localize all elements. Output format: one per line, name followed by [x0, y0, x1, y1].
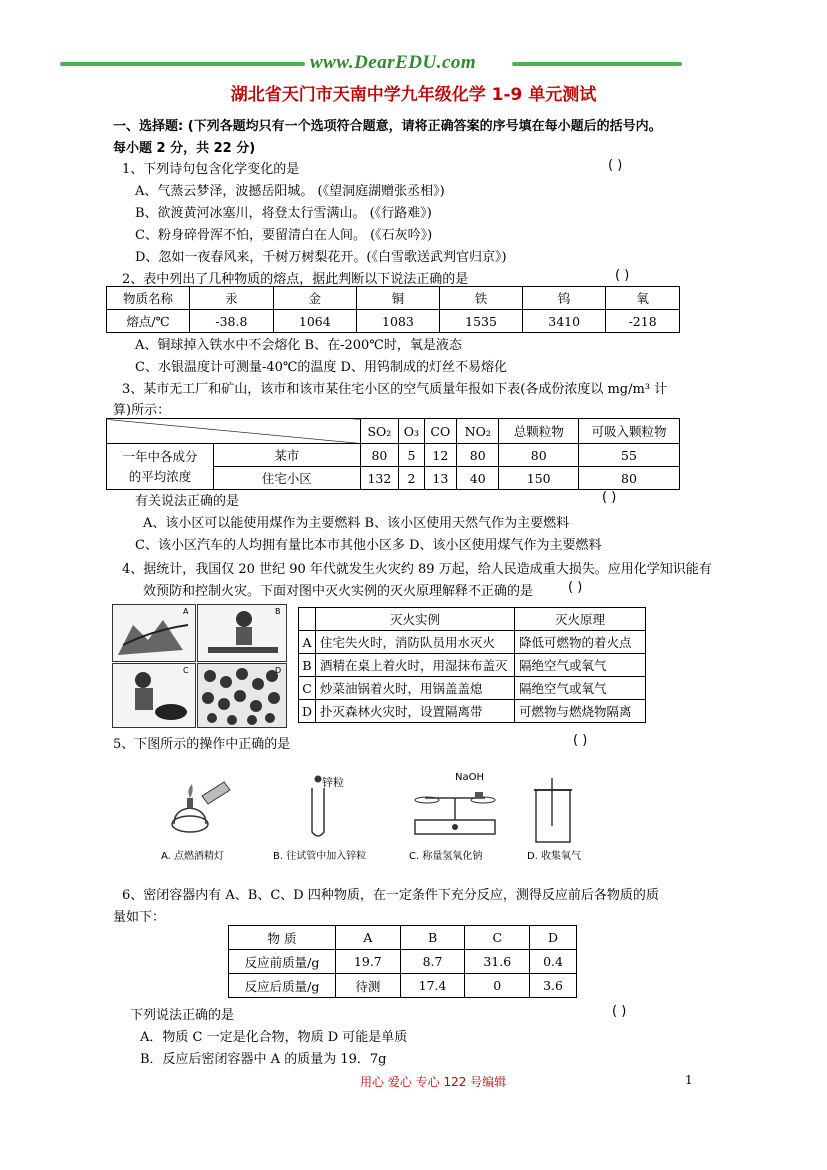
q5-zinc-label: 锌粒	[322, 776, 344, 789]
table-cell: 反应前质量/g	[229, 950, 336, 974]
forest-fire-icon	[198, 664, 286, 727]
balance-scale-illustration	[405, 784, 505, 844]
table-row	[107, 287, 680, 310]
q1-option-c: C、粉身碎骨浑不怕，要留清白在人间。 (《石灰吟》)	[135, 228, 433, 243]
table-cell: 132	[360, 467, 399, 490]
banner-line-left	[60, 62, 305, 66]
table-cell: 物质名称	[107, 287, 190, 310]
q4-stem-line2: 效预防和控制火灾。下面对图中灭火实例的灭火原理解释不正确的是	[143, 584, 534, 599]
banner-line-right	[512, 62, 682, 66]
row-group-label-line2: 的平均浓度	[128, 468, 192, 484]
table-cell: 金	[273, 287, 356, 310]
table-cell: 40	[457, 467, 499, 490]
table-cell: 17.4	[400, 974, 465, 998]
table-header: 物 质	[229, 926, 336, 950]
q6-option-a: A．物质 C 一定是化合物，物质 D 可能是单质	[140, 1030, 408, 1045]
picture-label: D	[275, 666, 282, 675]
table-cell: 氧	[606, 287, 680, 310]
q1-answer-paren[interactable]: ( )	[608, 158, 623, 173]
table-cell: 炒菜油锅着火时，用锅盖盖熄	[316, 677, 515, 700]
table-header: O₃	[399, 419, 424, 444]
table-row	[107, 310, 680, 333]
q1-option-d: D、忽如一夜春风来，千树万树梨花开。(《白雪歌送武判官归京》)	[135, 250, 507, 265]
q2-options-cd: C、水银温度计可测量-40℃的温度 D、用钨制成的灯丝不易熔化	[135, 360, 507, 375]
q2-options-ab: A、铜球掉入铁水中不会熔化 B、在-200℃时，氧是液态	[135, 338, 462, 353]
table-cell: 住宅失火时，消防队员用水灭火	[316, 631, 515, 654]
q3-options-ab: A、该小区可以能使用煤作为主要燃料 B、该小区使用天然气作为主要燃料	[143, 516, 570, 531]
q3-answer-paren[interactable]: ( )	[602, 490, 617, 505]
table-header: NO₂	[457, 419, 499, 444]
q4-picture-b	[197, 604, 287, 662]
table-row	[107, 419, 680, 444]
table-cell: 2	[399, 467, 424, 490]
table-header: C	[465, 926, 530, 950]
table-row	[299, 654, 646, 677]
table-cell: 80	[499, 444, 579, 467]
table-cell: 扑灭森林火灾时，设置隔离带	[316, 700, 515, 723]
table-row	[107, 444, 680, 467]
q4-picture-c	[112, 663, 196, 728]
q4-stem-line1: 4、据统计，我国仅 20 世纪 90 年代就发生火灾约 89 万起，给人民造成重大损失。应用化学知识能有	[122, 562, 712, 577]
table-cell: 0.4	[530, 950, 577, 974]
table-cell: 55	[579, 444, 680, 467]
table-row	[299, 631, 646, 654]
banner-text: www.DearEDU.com	[310, 52, 477, 73]
q1-stem: 1、下列诗句包含化学变化的是	[122, 162, 300, 177]
table-cell: 12	[424, 444, 456, 467]
table-cell: 80	[360, 444, 399, 467]
table-cell: 150	[499, 467, 579, 490]
table-cell: C	[299, 677, 316, 700]
table-cell: 80	[457, 444, 499, 467]
picture-label: A	[183, 607, 189, 616]
person-at-table-icon	[198, 605, 286, 661]
table-cell: -218	[606, 310, 680, 333]
table-cell: 酒精在桌上着火时，用湿抹布盖灭	[316, 654, 515, 677]
table-cell: 3410	[523, 310, 606, 333]
page-title: 湖北省天门市天南中学九年级化学 1-9 单元测试	[230, 85, 597, 105]
picture-label: B	[275, 607, 281, 616]
q6-sub-stem: 下列说法正确的是	[130, 1008, 235, 1023]
footer-text: 用心 爱心 专心 122 号编辑	[360, 1075, 507, 1089]
table-cell: 铁	[440, 287, 523, 310]
table-cell: 钨	[523, 287, 606, 310]
q2-melting-point-table	[106, 286, 680, 333]
table-cell: A	[299, 631, 316, 654]
table-cell: B	[299, 654, 316, 677]
table-row	[229, 974, 577, 998]
row-group-label	[107, 444, 214, 490]
table-cell: 8.7	[400, 950, 465, 974]
table-header: 可吸入颗粒物	[579, 419, 680, 444]
q3-stem-line1: 3、某市无工厂和矿山，该市和该市某住宅小区的空气质量年报如下表(各成份浓度以 mg/m³ 计	[122, 382, 668, 397]
table-cell: 降低可燃物的着火点	[515, 631, 646, 654]
table-header: A	[336, 926, 401, 950]
table-header: SO₂	[360, 419, 399, 444]
table-cell: 住宅小区	[214, 467, 361, 490]
q5-caption-c: C. 称量氢氧化钠	[409, 851, 483, 862]
table-corner-cell	[107, 419, 361, 444]
section-heading-line1: 一、选择题: (下列各题均只有一个选项符合题意，请将正确答案的序号填在每小题后的括号内。	[113, 119, 662, 134]
table-cell: 3.6	[530, 974, 577, 998]
table-header: B	[400, 926, 465, 950]
table-cell: 1535	[440, 310, 523, 333]
row-group-label-line1: 一年中各成分	[122, 448, 198, 464]
q3-stem-line2: 算)所示：	[113, 403, 171, 418]
table-header: D	[530, 926, 577, 950]
table-cell: 待测	[336, 974, 401, 998]
table-row	[299, 700, 646, 723]
table-header: 灭火实例	[316, 608, 515, 631]
q5-caption-b: B. 往试管中加入锌粒	[273, 851, 367, 862]
q3-options-cd: C、该小区汽车的人均拥有量比本市其他小区多 D、该小区使用煤气作为主要燃料	[135, 538, 602, 553]
q5-caption-d: D. 收集氧气	[527, 851, 582, 862]
table-cell: D	[299, 700, 316, 723]
q2-stem: 2、表中列出了几种物质的熔点，据此判断以下说法正确的是	[122, 272, 469, 287]
table-cell: 熔点/℃	[107, 310, 190, 333]
table-cell: 19.7	[336, 950, 401, 974]
q2-answer-paren[interactable]: ( )	[615, 268, 630, 283]
table-cell: 13	[424, 467, 456, 490]
table-cell: 某市	[214, 444, 361, 467]
q1-option-a: A、气蒸云梦泽，波撼岳阳城。 (《望洞庭湖赠张丞相》)	[135, 184, 445, 199]
table-row	[229, 950, 577, 974]
table-cell: 80	[579, 467, 680, 490]
q4-fire-extinguish-table	[298, 607, 646, 723]
site-banner	[0, 52, 827, 74]
table-row	[299, 677, 646, 700]
table-cell: 5	[399, 444, 424, 467]
table-row	[229, 926, 577, 950]
q5-stem: 5、下图所示的操作中正确的是	[113, 737, 291, 752]
table-header: 灭火原理	[515, 608, 646, 631]
picture-label: C	[183, 666, 189, 675]
table-row	[299, 608, 646, 631]
q5-naoh-label: NaOH	[455, 772, 484, 783]
q4-answer-paren[interactable]: ( )	[568, 580, 583, 595]
table-cell: 31.6	[465, 950, 530, 974]
q6-stem-line2: 量如下：	[113, 910, 166, 925]
table-cell: -38.8	[190, 310, 274, 333]
alcohol-lamp-illustration	[160, 772, 240, 842]
table-cell: 铜	[356, 287, 439, 310]
table-cell: 1083	[356, 310, 439, 333]
section-heading-line2: 每小题 2 分，共 22 分)	[113, 141, 256, 156]
table-cell: 隔绝空气或氧气	[515, 654, 646, 677]
gas-jar-illustration	[530, 776, 580, 846]
q1-option-b: B、欲渡黄河冰塞川，将登太行雪满山。 (《行路难》)	[135, 206, 432, 221]
q6-stem-line1: 6、密闭容器内有 A、B、C、D 四种物质，在一定条件下充分反应，测得反应前后各物质的质	[122, 888, 659, 903]
q4-picture-d	[197, 663, 287, 728]
table-cell	[299, 608, 316, 631]
table-cell: 汞	[190, 287, 274, 310]
table-header: CO	[424, 419, 456, 444]
table-cell: 反应后质量/g	[229, 974, 336, 998]
table-cell: 可燃物与燃烧物隔离	[515, 700, 646, 723]
q5-caption-a: A. 点燃酒精灯	[161, 851, 225, 862]
q4-picture-a	[112, 604, 196, 662]
q6-answer-paren[interactable]: ( )	[612, 1004, 627, 1019]
table-header: 总颗粒物	[499, 419, 579, 444]
page-number: 1	[685, 1073, 693, 1087]
q6-option-b: B．反应后密闭容器中 A 的质量为 19．7g	[140, 1052, 387, 1067]
q6-mass-table	[228, 925, 577, 998]
q3-air-quality-table	[106, 418, 680, 490]
table-cell: 1064	[273, 310, 356, 333]
q5-answer-paren[interactable]: ( )	[573, 733, 588, 748]
q3-sub-stem: 有关说法正确的是	[135, 494, 240, 509]
table-cell: 隔绝空气或氧气	[515, 677, 646, 700]
table-cell: 0	[465, 974, 530, 998]
